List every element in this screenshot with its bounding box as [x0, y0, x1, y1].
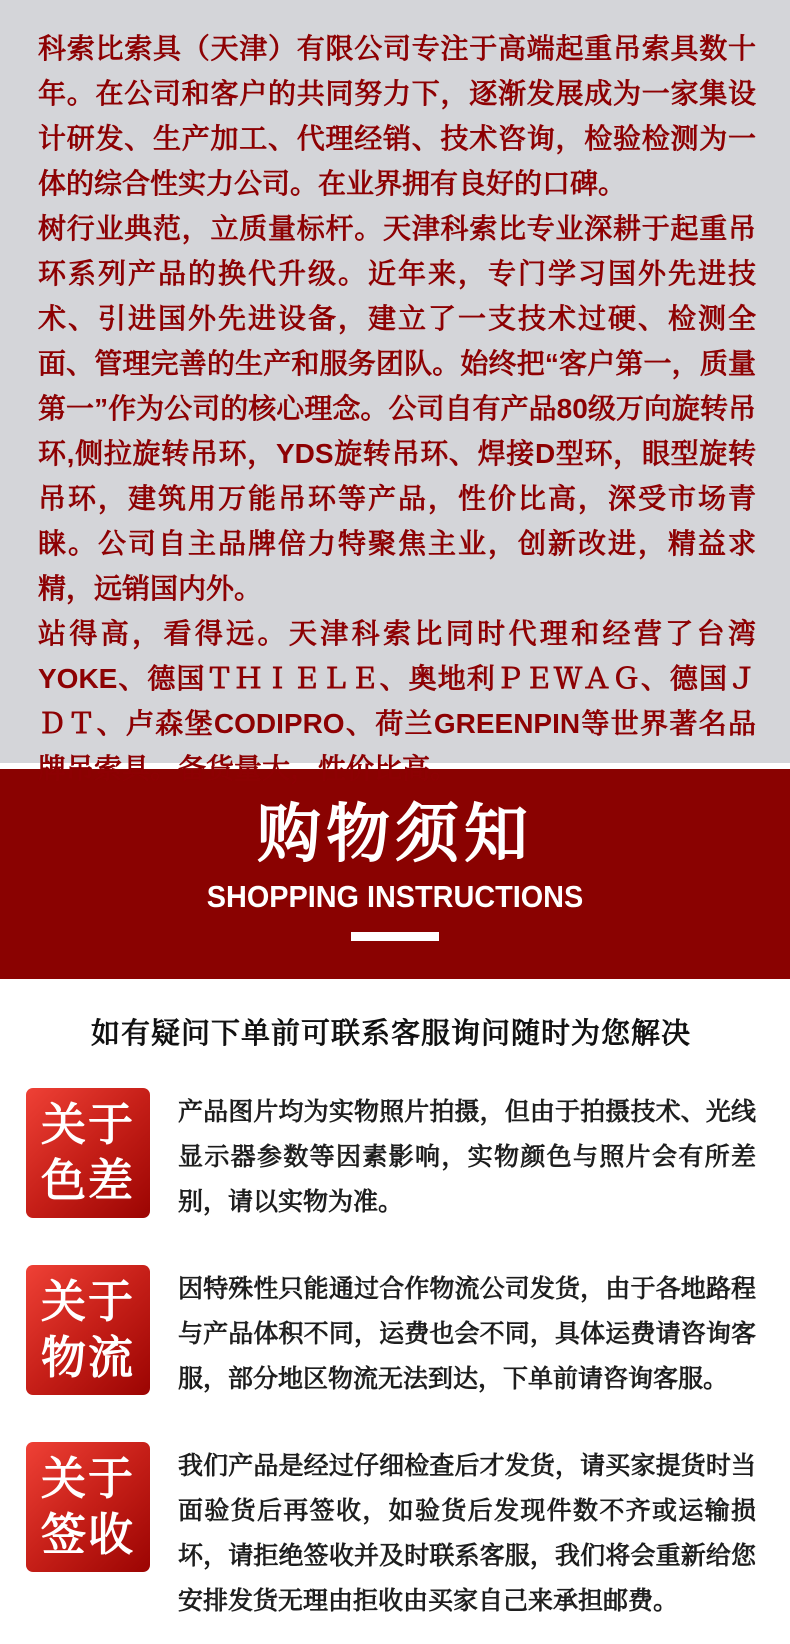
notices-section: [0, 979, 790, 1644]
company-intro-section: [0, 0, 790, 784]
about-sign-receipt-badge: [26, 1442, 150, 1572]
badge-label-line1: 关于: [40, 1453, 135, 1504]
banner-title: 购物须知: [257, 798, 533, 870]
badge-label-line2: 物流: [40, 1332, 135, 1383]
banner-underline: [351, 932, 439, 941]
badge-label-line2: 签收: [40, 1509, 135, 1560]
badge-label-line2: 色差: [40, 1155, 135, 1206]
badge-label-line1: 关于: [40, 1099, 135, 1150]
shopping-instructions-banner: [0, 769, 790, 979]
badge-label-line1: 关于: [40, 1276, 135, 1327]
about-color-difference-badge: [26, 1088, 150, 1218]
notice-row-sign-receipt: [26, 1442, 756, 1624]
banner-subtitle: SHOPPING INSTRUCTIONS: [206, 879, 584, 914]
intro-paragraph-3: 站得高，看得远。天津科索比同时代理和经营了台湾YOKE、德国ＴＨＩＥＬＥ、奥地利ＰＥＷＡＧ、德国ＪＤＴ、卢森堡CODIPRO、荷兰GREENPIN等世界著名品牌吊索具。备货量大，性价比高。: [38, 618, 756, 784]
contact-service-heading: 如有疑问下单前可联系客服询问随时为您解决: [90, 1018, 691, 1050]
notice-text-logistics: 因特殊性只能通过合作物流公司发货，由于各地路程与产品体积不同，运费也会不同，具体运费请咨询客服，部分地区物流无法到达，下单前请咨询客服。: [178, 1275, 756, 1393]
notice-row-logistics: [26, 1265, 756, 1402]
about-logistics-badge: [26, 1265, 150, 1395]
intro-paragraph-1: 科索比索具（天津）有限公司专注于高端起重吊索具数十年。在公司和客户的共同努力下，逐渐发展成为一家集设计研发、生产加工、代理经销、技术咨询，检验检测为一体的综合性实力公司。在业界拥有良好的口碑。: [38, 33, 756, 199]
notice-text-color-difference: 产品图片均为实物照片拍摄，但由于拍摄技术、光线显示器参数等因素影响，实物颜色与照片会有所差别，请以实物为准。: [178, 1098, 756, 1216]
notice-row-color-difference: [26, 1088, 756, 1225]
notice-text-sign-receipt: 我们产品是经过仔细检查后才发货，请买家提货时当面验货后再签收，如验货后发现件数不齐或运输损坏，请拒绝签收并及时联系客服，我们将会重新给您安排发货无理由拒收由买家自己来承担邮费。: [178, 1452, 756, 1615]
intro-paragraph-2: 树行业典范，立质量标杆。天津科索比专业深耕于起重吊环系列产品的换代升级。近年来，专门学习国外先进技术、引进国外先进设备，建立了一支技术过硬、检测全面、管理完善的生产和服务团队。始终把“客户第一，质量第一”作为公司的核心理念。公司自有产品80级万向旋转吊环,侧拉旋转吊环，YDS旋转吊环、焊接D型环，眼型旋转吊环，建筑用万能吊环等产品，性价比高，深受市场青睐。公司自主品牌倍力特聚焦主业，创新改进，精益求精，远销国内外。: [38, 213, 756, 604]
